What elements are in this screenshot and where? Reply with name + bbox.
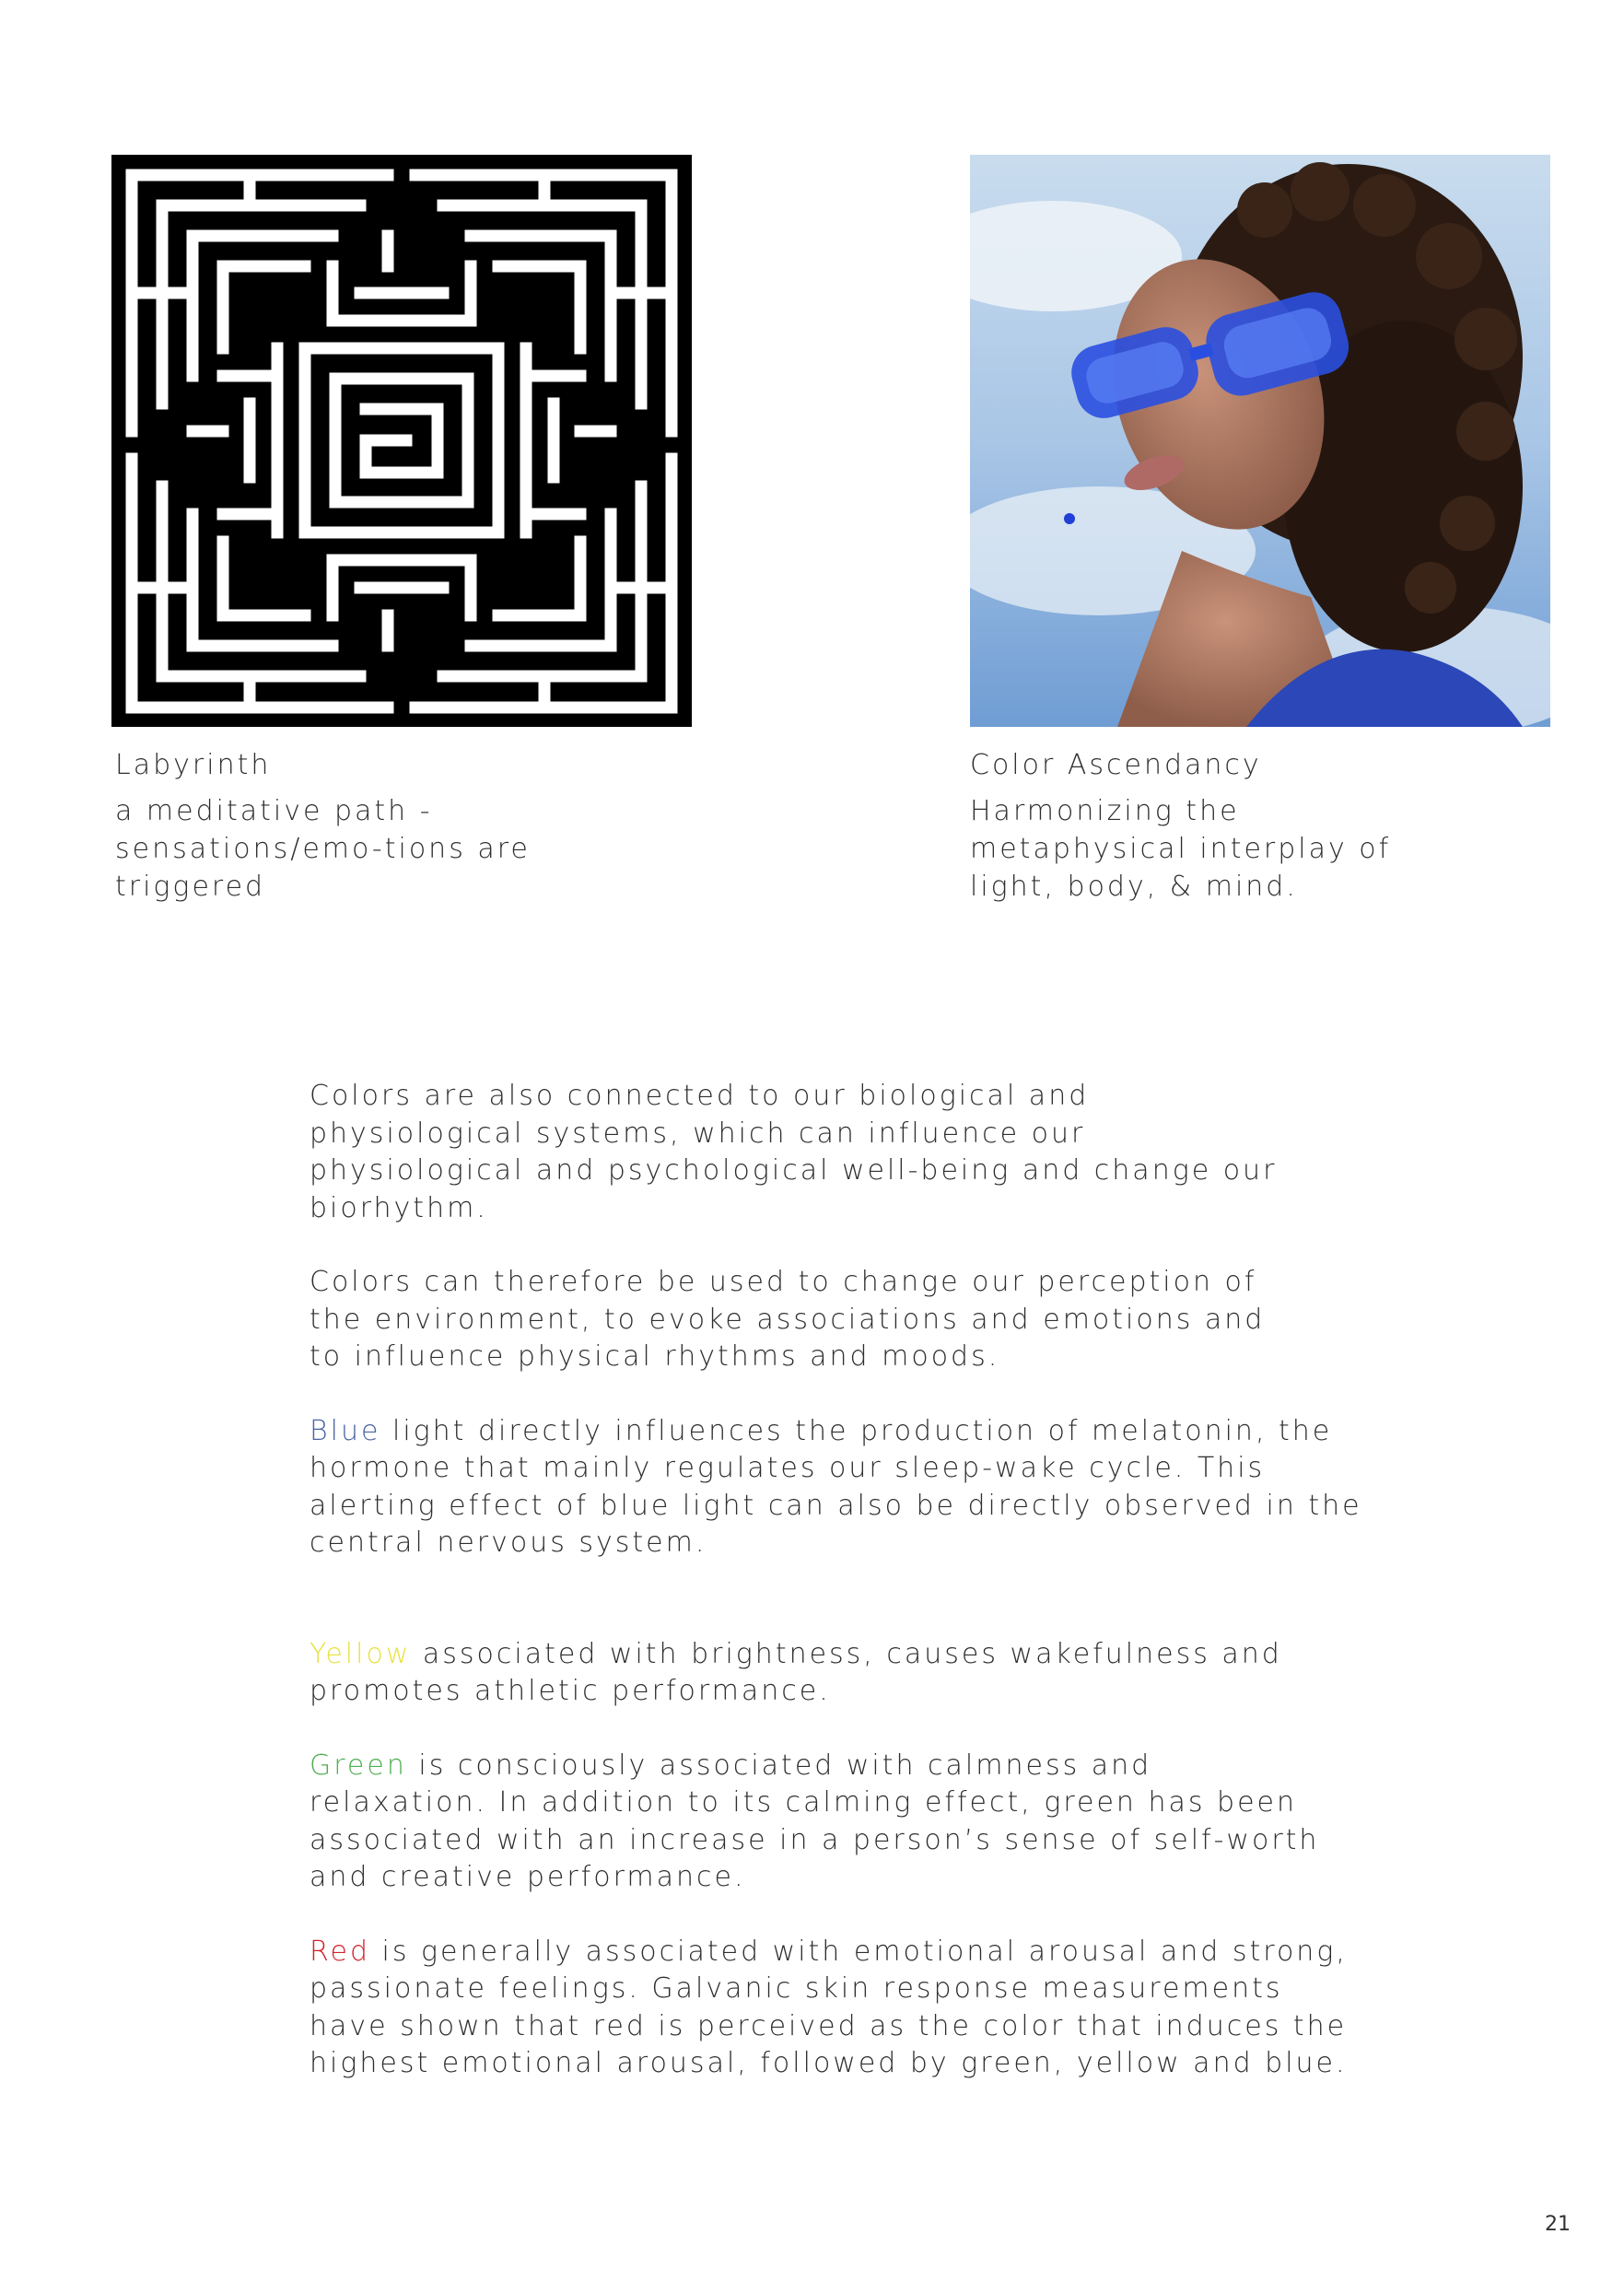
labyrinth-title: Labyrinth xyxy=(115,749,272,781)
paragraph-perception xyxy=(310,1264,1286,1376)
paragraph-blue-text: light directly influences the production of melatonin, the hormone that mainly regulates our sleep-wake cycle. This alerting effect of blue light can also be directly observed in the central nervous system. xyxy=(310,1414,1362,1559)
paragraph-blue xyxy=(310,1413,1369,1562)
page-number: 21 xyxy=(1545,2213,1571,2236)
portrait-photo xyxy=(970,155,1550,727)
paragraph-perception-text: Colors can therefore be used to change our perception of the environment, to evoke associations and emotions and to influence physical rhythms and moods. xyxy=(310,1266,1266,1373)
paragraph-biological xyxy=(310,1078,1286,1227)
paragraph-yellow xyxy=(310,1636,1323,1711)
paragraph-red xyxy=(310,1934,1369,2083)
paragraph-green-text: is consciously associated with calmness and relaxation. In addition to its calming effect, green has been associated with an increase in a person’s sense of self-worth and creative performance. xyxy=(310,1749,1320,1893)
portrait-caption xyxy=(970,746,1560,906)
highlight-red: Red xyxy=(310,1935,370,1968)
paragraph-yellow-text: associated with brightness, causes wakefulness and promotes athletic performance. xyxy=(310,1637,1282,1707)
labyrinth-caption xyxy=(115,746,705,906)
paragraph-green xyxy=(310,1748,1332,1897)
body-text xyxy=(310,1078,1369,2083)
portrait-title: Color Ascendancy xyxy=(970,749,1262,781)
labyrinth-caption-text: a meditative path - sensations/emo-tions are triggered xyxy=(115,795,531,903)
portrait-drawing xyxy=(970,155,1550,727)
labyrinth-drawing xyxy=(111,155,692,727)
labyrinth-image xyxy=(111,155,692,727)
highlight-blue: Blue xyxy=(310,1414,381,1447)
paragraph-biological-text: Colors are also connected to our biological and physiological systems, which can influence our physiological and psychological well-being and change our biorhythm. xyxy=(310,1080,1278,1224)
highlight-green: Green xyxy=(310,1749,407,1782)
paragraph-red-text: is generally associated with emotional arousal and strong, passionate feelings. Galvanic skin response measurements have shown that red is perceived as the color that induces the highest emotional arousal, followed by green, yellow and blue. xyxy=(310,1935,1348,2079)
highlight-yellow: Yellow xyxy=(310,1637,412,1670)
portrait-caption-text: Harmonizing the metaphysical interplay of light, body, & mind. xyxy=(970,795,1392,903)
